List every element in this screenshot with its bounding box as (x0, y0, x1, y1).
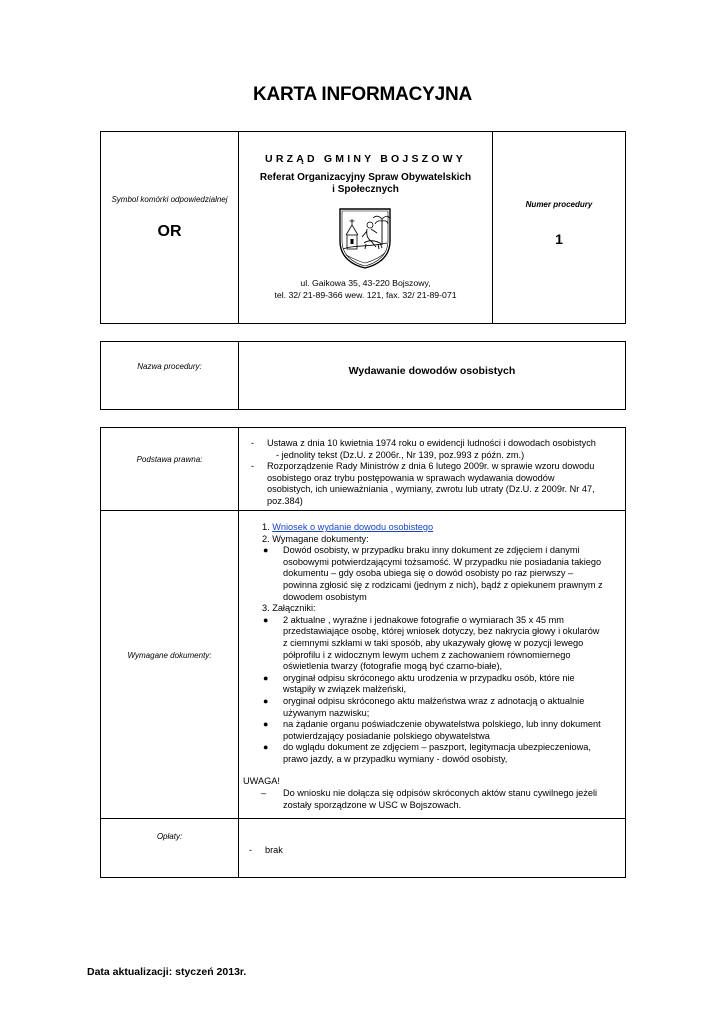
procedure-number-label: Numer procedury (525, 200, 593, 209)
fees-label: Opłaty: (156, 832, 183, 841)
bullet-marker: ● (263, 742, 269, 753)
fees-label-cell (101, 819, 239, 878)
dash-marker: – (261, 788, 267, 799)
list-item-line: z ciemnymi szkłami w taki sposób, aby ukazywały głowę w pozycji lewego (283, 637, 584, 648)
required-documents-label: Wymagane dokumenty: (127, 651, 212, 660)
required-documents-label-cell (101, 511, 239, 819)
dash-marker: - (251, 461, 255, 472)
department-name (245, 172, 486, 196)
office-address (241, 278, 490, 301)
procedure-name-cell (239, 342, 626, 410)
legal-basis-item (239, 438, 621, 461)
required-documents-content (239, 511, 625, 811)
fees-list (239, 819, 625, 857)
list-item-line: 2 aktualne , wyraźne i jednakowe fotografie o wymiarach 35 x 45 mm (283, 614, 564, 625)
list-item-line: osobowymi potwierdzającymi tożsamość. W przypadku nie posiadania takiego (283, 556, 602, 567)
list-item (243, 545, 621, 603)
department-line-1: Referat Organizacyjny Spraw Obywatelskich (259, 172, 472, 183)
legal-basis-line: poz.384) (267, 495, 303, 506)
required-documents-cell (239, 511, 626, 819)
bullet-marker: ● (263, 695, 269, 706)
fees-cell (239, 819, 626, 878)
step-1-number: 1. (262, 522, 270, 532)
symbol-label: Symbol komórki odpowiedzialnej (111, 195, 228, 204)
list-item-line: prawo jazdy, a w przypadku wymiany - dowód osobisty, (283, 753, 508, 764)
dash-marker: - (249, 845, 253, 855)
symbol-value: OR (157, 223, 182, 240)
list-item-line: Dowód osobisty, w przypadku braku inny dokument ze zdjęciem i danymi (283, 545, 580, 556)
note-list (243, 788, 621, 811)
office-name: URZĄD GMINY BOJSZOWY (265, 153, 466, 165)
note-label: UWAGA! (243, 776, 280, 787)
legal-basis-line: osobistego oraz trybu postępowania w sprawach wydawania dowodów (267, 472, 555, 483)
bullet-marker: ● (263, 719, 269, 730)
document-title: KARTA INFORMACYJNA (252, 84, 473, 105)
header-table (100, 131, 626, 324)
dash-marker: - (251, 438, 255, 448)
fees-item (239, 845, 625, 857)
list-item-line: używanym nazwisku; (283, 707, 370, 718)
list-item (243, 615, 621, 673)
list-item-line: przedstawiające osobę, której wniosek dotyczy, bez nakrycia głowy i okularów (283, 626, 600, 637)
address-line-1: ul. Gaikowa 35, 43-220 Bojszowy, (300, 278, 431, 288)
list-item (243, 719, 621, 742)
procedure-name-label-cell (101, 342, 239, 410)
application-form-link[interactable]: Wniosek o wydanie dowodu osobistego (272, 522, 434, 532)
update-date: Data aktualizacji: styczeń 2013r. (87, 966, 247, 978)
legal-basis-line: - jednolity tekst (Dz.U. z 2006r., Nr 139, poz.993 z późn. zm.) (276, 449, 525, 460)
list-item-line: do wglądu dokument ze zdjęciem – paszport, legitymacja ubezpieczeniowa, (283, 742, 591, 753)
list-item-line: oryginał odpisu skróconego aktu małżeństwa wraz z adnotacją o aktualnie (283, 695, 585, 706)
step-2-heading: 2. Wymagane dokumenty: (262, 533, 369, 544)
list-item-line: dowodem osobistym (283, 591, 367, 602)
list-item (243, 696, 621, 719)
list-item-line: powinna zgłosić się z rodzicami (jednym z nich), bądź z opiekunem prawnym z (283, 579, 603, 590)
legal-basis-cell (239, 428, 626, 511)
note-line: zostały sporządzone w USC w Bojszowach. (283, 799, 462, 810)
bullet-marker: ● (263, 545, 269, 556)
coat-of-arms-icon (338, 207, 392, 269)
legal-basis-label-cell (101, 428, 239, 511)
note-item (243, 788, 621, 811)
details-table (100, 427, 626, 878)
legal-basis-line: Rozporządzenie Rady Ministrów z dnia 6 lutego 2009r. w sprawie wzoru dowodu (267, 461, 595, 472)
note-line: Do wniosku nie dołącza się odpisów skróconych aktów stanu cywilnego jeżeli (283, 788, 598, 799)
list-item-line: oświetlenia twarzy (fotografie mogą być czarno-białe), (283, 661, 503, 672)
legal-basis-line: Ustawa z dnia 10 kwietnia 1974 roku o ewidencji ludności i dowodach osobistych (267, 438, 596, 448)
bullet-marker: ● (263, 672, 269, 683)
legal-basis-item (239, 461, 621, 507)
fees-value: brak (265, 845, 283, 855)
step-3-heading: 3. Załączniki: (262, 603, 316, 614)
procedure-name-label: Nazwa procedury: (137, 362, 202, 371)
list-item-line: półprofilu i z widocznym lewym uchem z zachowaniem równomiernego (283, 649, 571, 660)
address-line-2: tel. 32/ 21-89-366 wew. 121, fax. 32/ 21-89-071 (274, 289, 457, 300)
department-line-2: i Społecznych (332, 184, 399, 195)
list-item-line: na żądanie organu poświadczenie obywatelstwa polskiego, lub inny dokument (283, 719, 601, 730)
list-item-line: oryginał odpisu skróconego aktu urodzenia w przypadku osób, które nie (283, 672, 575, 683)
procedure-name-table (100, 341, 626, 410)
list-item-line: potwierdzający posiadanie polskiego obywatelstwa (283, 730, 490, 741)
list-item-line: dokumentu – gdy osoba ubiega się o dowód osobisty po raz pierwszy – (283, 568, 574, 579)
list-item-line: wstąpiły w związek małżeński, (283, 684, 407, 695)
procedure-number-cell (493, 132, 626, 324)
legal-basis-list (239, 428, 625, 508)
legal-basis-line: osobistych, ich unieważniania , wymiany, zwrotu lub utraty (Dz.U. z 2009r. Nr 47, (267, 484, 595, 495)
procedure-name: Wydawanie dowodów osobistych (348, 365, 516, 377)
bullet-marker: ● (263, 614, 269, 625)
legal-basis-label: Podstawa prawna: (136, 455, 203, 464)
list-item (243, 673, 621, 696)
step-1 (243, 522, 621, 534)
attachments-list (243, 615, 621, 766)
office-cell (239, 132, 493, 324)
procedure-number: 1 (555, 231, 563, 247)
required-documents-list (243, 545, 621, 603)
list-item (243, 742, 621, 765)
symbol-cell (101, 132, 239, 324)
